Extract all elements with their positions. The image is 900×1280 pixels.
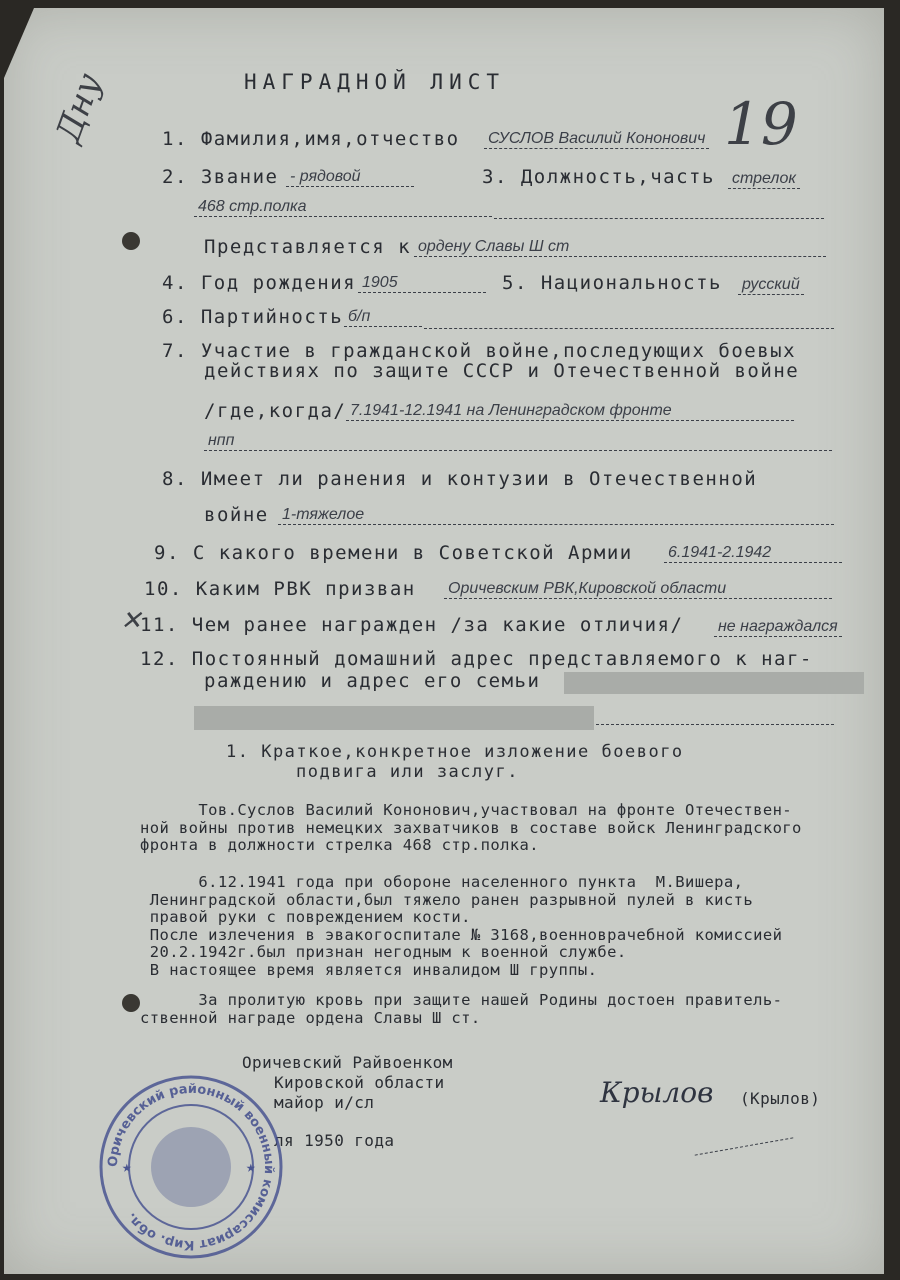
blank-line [494,218,824,219]
field-7-value-cont: нпп [204,432,832,451]
field-3-label: 3. Должность,часть [482,166,715,188]
represented-label: Представляется к [204,236,412,258]
field-7-value: 7.1941-12.1941 на Ленинградском фронте [346,402,794,421]
round-stamp [96,1072,286,1262]
field-1-label: 1. Фамилия,имя,отчество [162,128,460,150]
field-7-label: /где,когда/ [204,400,347,422]
margin-mark: ✕ [120,606,142,636]
field-7-line2: действиях по защите СССР и Отечественной войне [204,360,800,382]
blank-line [680,256,826,257]
page-number: 19 [724,90,798,158]
stamp-text: Оричевский районный военный комиссариат Кир. обл. [105,1081,277,1253]
section-heading-line2: подвига или заслуг. [296,762,519,782]
paragraph-conclusion: За пролитую кровь при защите нашей Родины достоен правитель- ственной награде ордена Славы Ш ст. [140,991,783,1027]
field-8-value: 1-тяжелое [278,506,486,525]
field-2-label: 2. Звание [162,166,279,188]
field-7-line1: 7. Участие в гражданской войне,последующих боевых [162,340,797,362]
punch-hole [122,994,140,1012]
award-sheet [4,8,884,1274]
document-date: ля 1950 года [274,1131,395,1150]
redacted-address [194,706,594,730]
margin-note: Дну [48,68,110,148]
star-icon: ★ [246,1157,256,1176]
field-2-value: - рядовой [286,168,414,187]
field-4-label: 4. Год рождения [162,272,357,294]
signer-name: (Крылов) [740,1089,821,1108]
redacted-address [564,672,864,694]
punch-hole [122,232,140,250]
signature-stroke [695,1137,794,1155]
field-3-value-cont: 468 стр.полка [194,198,492,217]
field-10-label: 10. Каким РВК призван [144,578,416,600]
field-8-label: войне [204,504,269,526]
field-6-label: 6. Партийность [162,306,344,328]
blank-line [596,724,834,725]
signatory-rank: майор и/сл [274,1093,375,1112]
represented-value: ордену Славы Ш ст [414,238,682,257]
field-11-label: 11. Чем ранее награжден /за какие отличия/ [140,614,684,636]
field-5-value: русский [738,276,804,295]
torn-corner [4,8,34,78]
field-9-value: 6.1941-2.1942 [664,544,842,563]
field-11-value: не награждался [714,618,842,637]
blank-line [424,328,834,329]
signature: Крылов [600,1076,714,1109]
section-heading: 1. Краткое,конкретное изложение боевого [226,742,684,762]
page-title: НАГРАДНОЙ ЛИСТ [244,70,506,94]
star-icon: ★ [122,1157,132,1176]
field-3-value: стрелок [728,170,800,189]
blank-line [484,524,834,525]
field-8-line1: 8. Имеет ли ранения и контузии в Отечественной [162,468,758,490]
field-9-label: 9. С какого времени в Советской Армии [154,542,633,564]
field-10-value: Оричевским РВК,Кировской области [444,580,832,599]
field-4-value: 1905 [358,274,486,293]
signatory-region: Кировской области [274,1073,445,1092]
field-12-line1: 12. Постоянный домашний адрес представляемого к наг- [140,648,813,670]
field-5-label: 5. Национальность [502,272,722,294]
signatory-title: Оричевский Райвоенком [242,1053,453,1072]
paragraph-service: Тов.Суслов Василий Кононович,участвовал на фронте Отечествен- ной войны против немецких захватчиков в составе войск Ленинградского фронта в должности стрелка 468 стр.полка. [140,801,802,854]
paragraph-wound: 6.12.1941 года при обороне населенного пункта М.Вишера, Ленинградской области,был тяжело ранен разрывной пулей в кисть правой руки с повреждением кости. После излечения в эвакогоспитале № 3168,военноврачебной комиссией 20.2.1942г.был признан негодным к военной службе. В настоящее время является инвалидом Ш группы. [149,873,783,979]
field-1-value: СУСЛОВ Василий Кононович [484,130,709,149]
field-12-line2: раждению и адрес его семьи [204,670,541,692]
field-6-value: б/п [344,308,422,327]
